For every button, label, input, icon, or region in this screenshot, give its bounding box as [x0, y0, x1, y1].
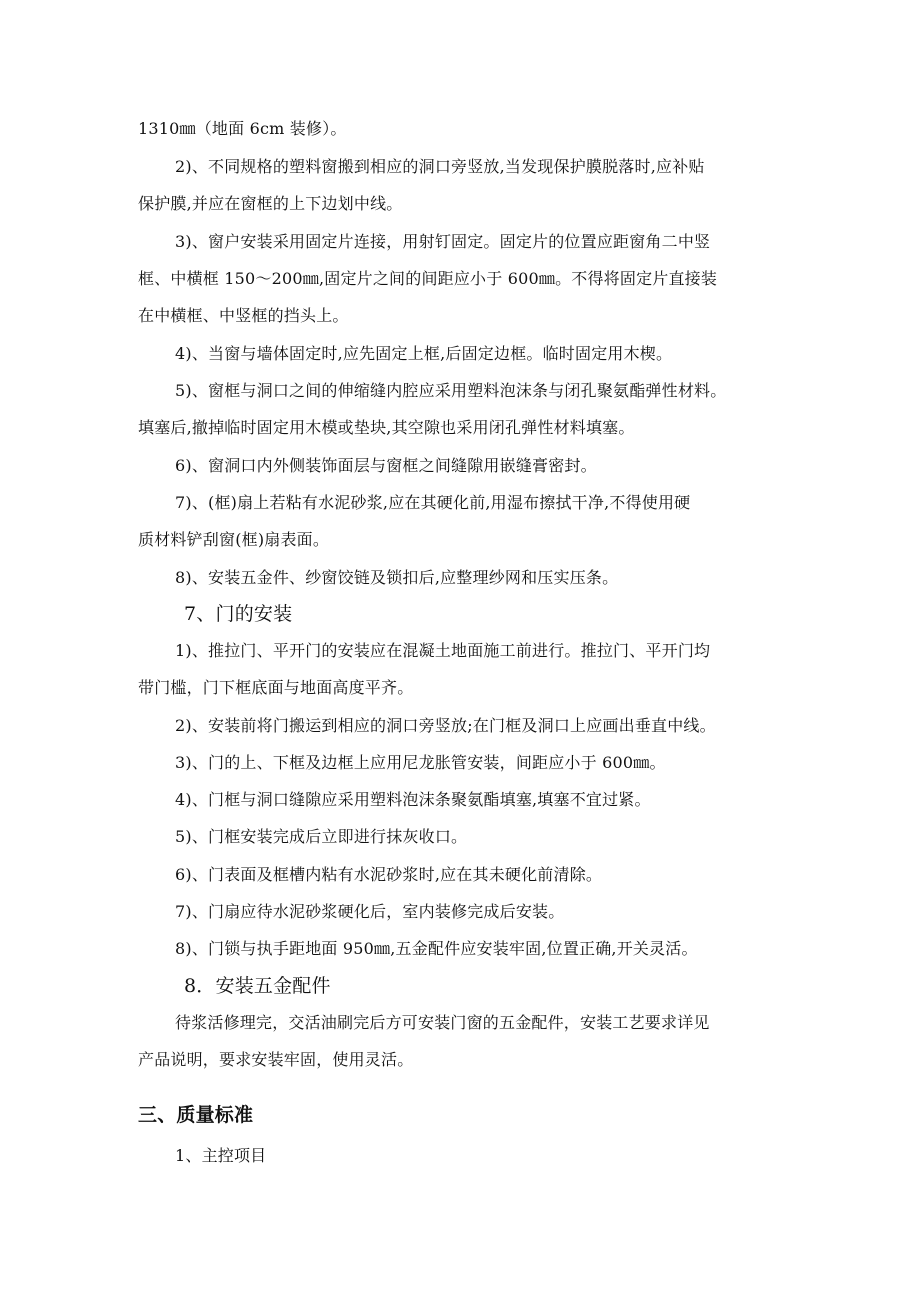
window-step-3-line3: 在中横框、中竖框的挡头上。	[138, 306, 349, 325]
window-step-5-line2: 填塞后,撤掉临时固定用木模或垫块,其空隙也采用闭孔弹性材料填塞。	[138, 418, 635, 437]
door-step-8-line1: 8)、门锁与执手距地面 950㎜,五金配件应安装牢固,位置正确,开关灵活。	[175, 939, 698, 958]
quality-standard-heading: 三、质量标准	[138, 1104, 254, 1126]
window-step-5-line1: 5)、窗框与洞口之间的伸缩缝内腔应采用塑料泡沫条与闭孔聚氨酯弹性材料。	[175, 381, 727, 400]
main-control-items: 1、主控项目	[175, 1146, 267, 1165]
door-step-4-line1: 4)、门框与洞口缝隙应采用塑料泡沫条聚氨酯填塞,填塞不宜过紧。	[175, 790, 651, 809]
window-step-4-line1: 4)、当窗与墙体固定时,应先固定上框,后固定边框。临时固定用木楔。	[175, 344, 673, 363]
door-step-6-line1: 6)、门表面及框槽内粘有水泥砂浆时,应在其未硬化前清除。	[175, 865, 603, 884]
door-step-7-line1: 7)、门扇应待水泥砂浆硬化后，室内装修完成后安装。	[175, 902, 565, 921]
door-step-1-line2: 带门槛，门下框底面与地面高度平齐。	[138, 678, 414, 697]
door-step-1-line1: 1)、推拉门、平开门的安装应在混凝土地面施工前进行。推拉门、平开门均	[175, 641, 711, 660]
door-step-3-line1: 3)、门的上、下框及边框上应用尼龙胀管安装，间距应小于 600㎜。	[175, 753, 666, 772]
window-step-2-line2: 保护膜,并应在窗框的上下边划中线。	[138, 194, 403, 213]
window-step-7-line1: 7)、(框)扇上若粘有水泥砂浆,应在其硬化前,用湿布擦拭干净,不得使用硬	[175, 493, 691, 512]
window-step-6-line1: 6)、窗洞口内外侧装饰面层与窗框之间缝隙用嵌缝膏密封。	[175, 456, 597, 475]
window-step-7-line2: 质材料铲刮窗(框)扇表面。	[138, 530, 330, 549]
hardware-text-line1: 待浆活修理完，交活油刷完后方可安装门窗的五金配件，安装工艺要求详见	[175, 1013, 710, 1032]
window-step-3-line1: 3)、窗户安装采用固定片连接，用射钉固定。固定片的位置应距窗角二中竖	[175, 232, 711, 251]
window-step-3-line2: 框、中横框 150～200㎜,固定片之间的间距应小于 600㎜。不得将固定片直接装	[138, 269, 718, 288]
window-step-8-line1: 8)、安装五金件、纱窗饺链及锁扣后,应整理纱网和压实压条。	[175, 568, 619, 587]
window-step-2-line1: 2)、不同规格的塑料窗搬到相应的洞口旁竖放,当发现保护膜脱落时,应补贴	[175, 157, 705, 176]
door-installation-heading: 7、门的安装	[184, 603, 293, 625]
door-step-2-line1: 2)、安装前将门搬运到相应的洞口旁竖放;在门框及洞口上应画出垂直中线。	[175, 716, 716, 735]
intro-line: 1310㎜（地面 6cm 装修）。	[138, 119, 347, 138]
hardware-heading: 8．安装五金配件	[184, 975, 331, 997]
hardware-text-line2: 产品说明，要求安装牢固，使用灵活。	[138, 1050, 414, 1069]
door-step-5-line1: 5)、门框安装完成后立即进行抹灰收口。	[175, 827, 468, 846]
